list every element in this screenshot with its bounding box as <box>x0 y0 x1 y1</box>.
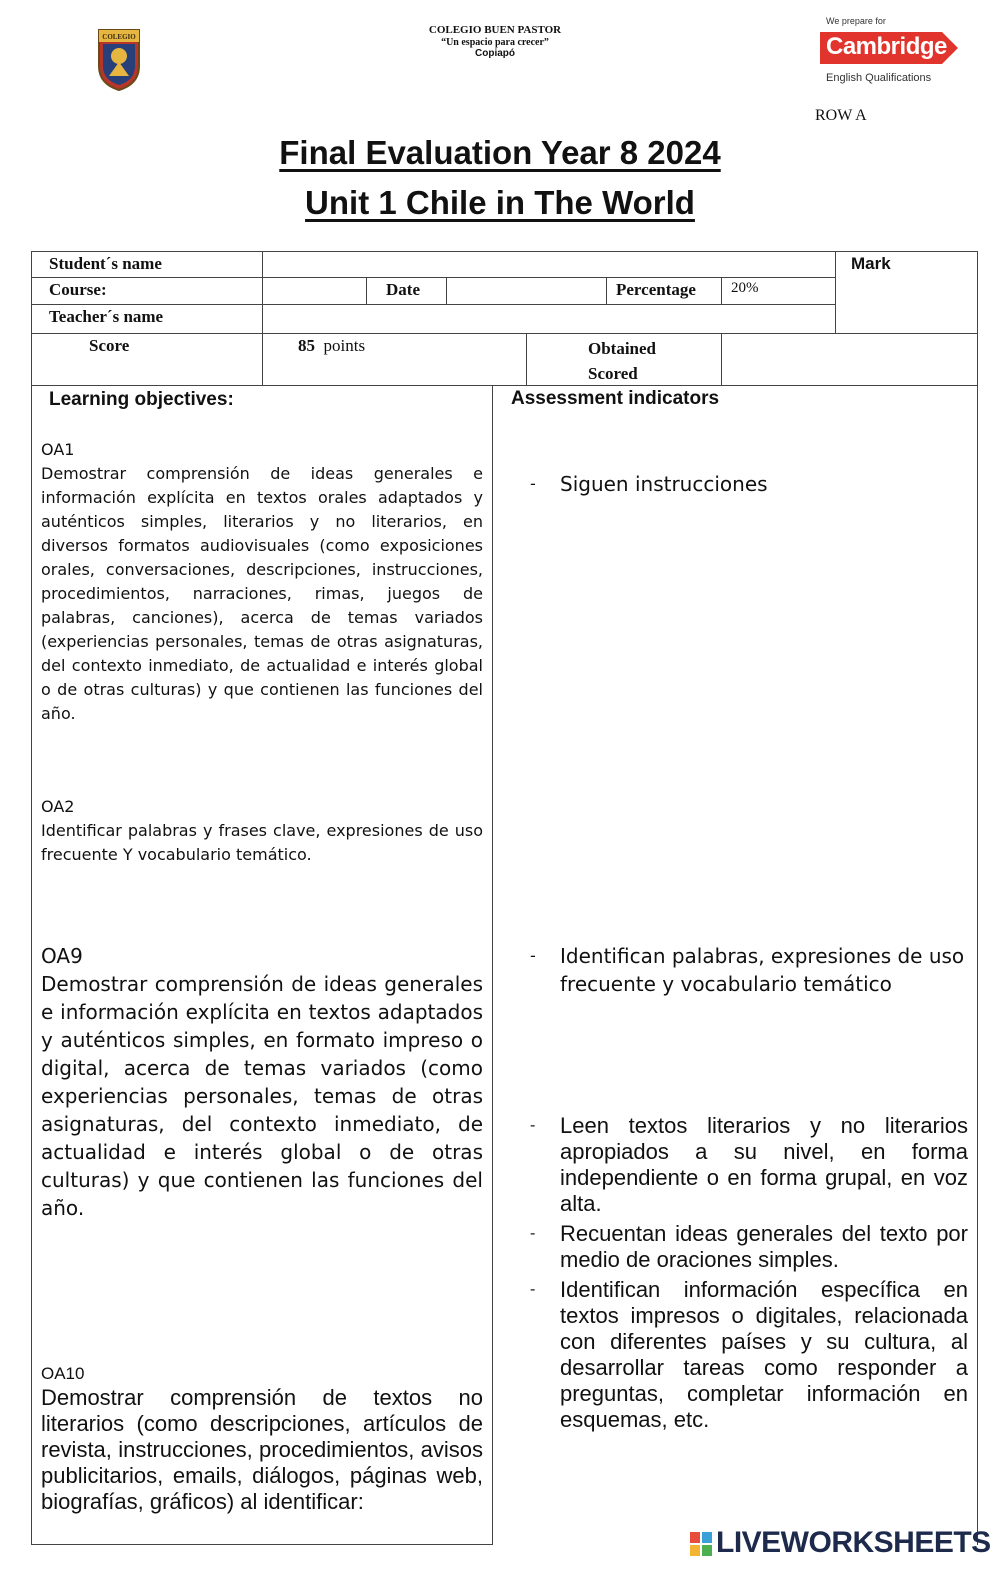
oa9-label: OA9 <box>41 944 83 968</box>
score-label: Score <box>89 336 130 355</box>
score-unit: points <box>323 336 366 355</box>
cambridge-tagline: We prepare for <box>826 16 886 26</box>
indicator-text: Siguen instrucciones <box>560 472 768 496</box>
student-name-field[interactable] <box>264 253 834 276</box>
liveworksheets-cube-icon <box>690 1532 712 1556</box>
teacher-name-label: Teacher´s name <box>49 307 164 326</box>
objectives-heading: Learning objectives: <box>49 389 234 410</box>
oa1-text: Demostrar comprensión de ideas generales e información explícita en textos orales adaptados y auténticos simples, literarios y no literarios, en diversos formatos audiovisuales (como exposiciones orales, conversaciones, descripciones, instrucciones, procedimientos, narraciones, rimas, juegos de palabras, canciones), acerca de temas variados (experiencias personales, temas de otras asignaturas, del contexto inmediato, de actualidad e interés global o de otras culturas) y que contienen las funciones del año. <box>41 464 483 723</box>
oa1-label: OA1 <box>41 440 75 459</box>
indicators-heading: Assessment indicators <box>511 388 720 409</box>
page-title: Final Evaluation Year 8 2024 <box>279 134 721 171</box>
school-header <box>395 24 595 60</box>
objective-oa2 <box>41 795 483 867</box>
indicator-item: - Identifican palabras, expresiones de uso frecuente y vocabulario temático <box>530 942 968 998</box>
school-motto: “Un espacio para crecer” <box>441 36 549 48</box>
score-total <box>298 336 365 356</box>
obtained-scored-label <box>588 336 656 386</box>
indicator-text: Identifican palabras, expresiones de uso frecuente y vocabulario temático <box>560 944 965 996</box>
indicator-item: - Identifican información específica en textos impresos o digitales, relacionada con diferentes países y su cultura, al desarrollar tareas como responder a preguntas, completar información en esquemas, etc. <box>530 1277 968 1432</box>
indicator-item: - Leen textos literarios y no literarios apropiados a su nivel, en forma independiente o en forma grupal, en voz alta. <box>530 1113 968 1216</box>
oa2-label: OA2 <box>41 797 75 816</box>
indicator-text: Leen textos literarios y no literarios apropiados a su nivel, en forma independiente o en forma grupal, en voz alta. <box>560 1113 968 1216</box>
school-crest-logo <box>95 26 143 92</box>
date-label: Date <box>386 280 420 299</box>
liveworksheets-logo <box>690 1526 991 1562</box>
indicator-item: - Recuentan ideas generales del texto por medio de oraciones simples. <box>530 1221 968 1272</box>
cambridge-logo <box>820 16 970 92</box>
course-label: Course: <box>49 280 107 299</box>
oa2-text: Identificar palabras y frases clave, expresiones de uso frecuente Y vocabulario temático. <box>41 821 483 864</box>
indicator-text: Recuentan ideas generales del texto por medio de oraciones simples. <box>560 1221 968 1272</box>
row-label: ROW A <box>815 107 867 124</box>
percentage-value: 20% <box>731 280 759 296</box>
cambridge-word: Cambridge <box>826 33 947 60</box>
indicator-item: - Siguen instrucciones <box>530 470 968 498</box>
cambridge-sub: English Qualifications <box>826 72 932 84</box>
objective-oa10 <box>41 1363 483 1515</box>
scored-label: Scored <box>588 364 638 383</box>
student-name-label: Student´s name <box>49 254 162 273</box>
obtained-label: Obtained <box>588 339 657 358</box>
teacher-name-field[interactable] <box>264 306 834 332</box>
objective-oa1 <box>41 438 483 726</box>
date-field[interactable] <box>448 279 605 303</box>
school-name: COLEGIO BUEN PASTOR <box>428 24 562 36</box>
mark-field[interactable] <box>837 280 976 332</box>
mark-label: Mark <box>851 254 891 273</box>
indicator-text: Identifican información específica en textos impresos o digitales, relacionada con diferentes países y su cultura, al desarrollar tareas como responder a preguntas, completar información en esquemas, etc. <box>560 1277 968 1432</box>
percentage-label: Percentage <box>616 280 696 299</box>
page-subtitle: Unit 1 Chile in The World <box>305 184 695 221</box>
liveworksheets-wordmark: LIVEWORKSHEETS <box>716 1526 991 1559</box>
score-value: 85 <box>298 336 315 355</box>
oa9-text: Demostrar comprensión de ideas generales e información explícita en textos adaptados y auténticos simples, en formato impreso o digital, acerca de temas variados (como experiencias personales, temas de otras asignaturas, del contexto inmediato, de actualidad e interés global o de otras culturas) y que contienen las funciones del año. <box>41 972 483 1220</box>
objective-oa9 <box>41 942 483 1222</box>
obtained-score-field[interactable] <box>723 335 976 384</box>
course-field[interactable] <box>264 279 365 303</box>
school-city: Copiapó <box>475 48 515 60</box>
oa10-text: Demostrar comprensión de textos no literarios (como descripciones, artículos de revista, instrucciones, procedimientos, avisos publicitarios, emails, diálogos, páginas web, biografías, gráficos) al identificar: <box>41 1385 483 1514</box>
oa10-label: OA10 <box>41 1364 85 1383</box>
logo-text: COLEGIO <box>102 33 136 41</box>
